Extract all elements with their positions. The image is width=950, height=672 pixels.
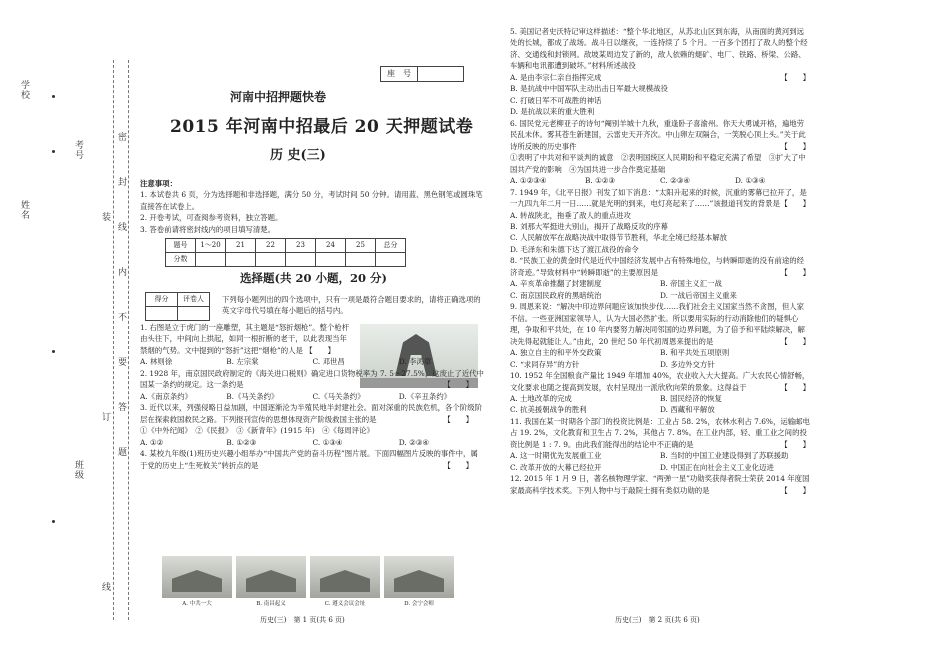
seal-char: 要 [118,358,128,368]
question-8-options [510,278,810,301]
grader-name-label: 评卷人 [178,293,210,307]
building-shape [172,570,222,592]
option[interactable]: B. 帝国主义汇一战 [660,279,722,289]
score-header-cell: 总分 [376,239,406,253]
seal-dot [52,350,55,353]
photo-caption: B. 南昌起义 [256,601,286,607]
score-header-cell: 21 [226,239,256,253]
question-text: 9. 周恩来说：“解决中印边界问题应该加快步伐……我们社会主义国家当然不贪图，但人家不信。一些亚洲国家领导人，认为大国必然扩张。所以要用实际的行动消除他们的疑惧心理，争取和平共处，在 10 年内要努力解决同邻国的边界问题，为了倍予和平陆续解决，解决先得起就能让人。”由此，20 世纪 50 年代初周恩来提出的是 [510,302,805,346]
cut-mark: 装 [102,213,112,223]
option[interactable]: D. ②③④ [398,437,429,447]
question-list [140,322,485,471]
option[interactable]: B. ①②③ [585,176,616,186]
cut-mark: 订 [102,413,112,423]
question-11-options [510,450,810,473]
option[interactable] [510,72,810,83]
seat-number-input[interactable] [417,67,463,81]
notice-heading: 注意事项： [140,179,177,188]
question-text: 2. 1928 年，南京国民政府制定的《海关进口税则》确定进口货物税率为 7. 5～27.5%，这废止了近代中国某一条约的规定。这一条约是 [140,368,484,390]
score-header-cell: 1～20 [196,239,226,253]
score-header-cell: 24 [316,239,346,253]
option[interactable]: B. ①②③ [226,437,257,447]
answer-bracket[interactable]: 【 】 [305,345,335,355]
binding-margin [0,0,132,672]
option[interactable]: C. 抗美援朝战争的胜利 [510,405,587,415]
building-shape [246,570,296,592]
question-3-options [140,437,485,448]
photo-caption: A. 中共一大 [182,601,212,607]
question-text: 6. 国民党元老柳亚子的诗句“阉别羊城十九秋，重逢卧子喜渝州。你天大勇诚开格，遍地劳民乱未休。雾其苍生新建国，云雷史天开齐次。中山卵左双隔合，一笑脱心顶上头。”关于此诗所反映的历史事件 [510,118,806,151]
notice-item: 1. 本试卷共 6 页，分为选择题和非选择题，满分 50 分，考试时间 50 分钟。请用蓝、黑色钢笔或圆珠笔直接答在试卷上。 [140,190,483,211]
question-10-options [510,393,810,416]
photo-d[interactable] [384,556,454,598]
question-text: 8. “民族工业的黄金时代是近代中国经济发展中占有特殊地位，与转瞬即逝的没有前途的经济奇迹。”导致材料中“转瞬即逝”的主要原因是 [510,256,805,277]
question-6-options [510,175,810,186]
answer-bracket[interactable]: 【 】 [780,199,810,209]
seat-number-label: 座 号 [387,69,411,78]
option[interactable]: D. 一战后帝国主义重来 [660,290,737,300]
answer-bracket[interactable]: 【 】 [443,460,473,470]
question-text: 5. 美国记者史沃特记审这样描述：“整个华北地区，从苏北山区到东海，从南面的黄河到远处的长城，都成了战场。战斗日以继夜，一连持续了 5 个月。一百多个团打了敌人的整个经济、交通线和封锁网。敌坡某周边发了新的，敌人依赖的煺矿、电厂、铁路、桥梁、公路、车辆和电讯都遭到破坏。”材料所述战役 [510,27,808,71]
question-1 [140,322,350,356]
photo-c[interactable] [310,556,380,598]
option[interactable]: A. 转战陕北，拖垂了敌人的重点进攻 [510,210,631,220]
seal-char: 封 [118,178,128,188]
score-header-row [166,239,406,253]
seal-char: 不 [118,313,128,323]
question-text: 1. 右图是立于虎门的一座雕塑，其主题是“怒折烟枪”。整个枪杆由头往下，中间向上拱起，如同一根折断的老干，以此表现当年禁烟的气势。文中提到的“怒折”这把“烟枪”的人是 [140,323,350,355]
score-cell[interactable] [256,253,286,267]
question-text: 7. 1949 年，《北平日报》刊发了如下消息：“太阳升起来的时候，沉重的雾幕已拉开了，是一九四九年二月一日……就是光明的到来，电灯亮起来了……”该报道刊发的背景是 [510,187,807,209]
score-header-cell: 题号 [166,239,196,253]
seal-char: 内 [118,268,128,278]
building-shape [394,570,444,592]
photo-row [162,556,454,598]
option[interactable]: D. 中国正在向社会主义工业化迈进 [660,462,774,472]
score-header-cell: 25 [346,239,376,253]
question-7 [510,187,810,210]
page-footer: 历史(三) 第 1 页(共 6 页) [260,616,345,624]
option[interactable]: C. 邓世昌 [312,357,345,367]
option[interactable]: B. 当时的中国工业建设得到了苏联援助 [660,451,789,461]
grader-score-label: 得分 [146,293,178,307]
option[interactable]: C. 打破日军不可战胜的神话 [510,95,602,105]
grader-table [145,292,210,321]
question-1-options [140,356,485,367]
grader-score-cell[interactable] [146,307,178,321]
answer-bracket[interactable]: 【 】 [443,414,473,424]
score-cell[interactable] [376,253,406,267]
option[interactable]: B. 国民经济的恢复 [660,394,722,403]
photo-a[interactable] [162,556,232,598]
cut-line [128,60,129,620]
option[interactable]: B. 和平共处五项原则 [660,348,730,358]
option[interactable]: B. 左宗棠 [226,357,259,367]
answer-bracket[interactable]: 【 】 [780,382,810,392]
answer-bracket[interactable]: 【 】 [780,485,810,495]
notice-section [140,178,485,235]
page-one [140,60,485,650]
option[interactable]: D. 毛泽东和朱德下达了渡江战役的命令 [510,244,639,254]
question-5 [510,26,810,72]
seat-number-box [380,66,464,82]
photo-caption: C. 遵义会议会址 [324,601,366,607]
class-field-label: 班级 [73,460,83,480]
option[interactable]: C. “求同存异”的方针 [510,359,580,369]
option[interactable]: D. 多边外交方针 [660,359,715,369]
question-text: 12. 2015 年 1 月 9 日，著名核物理学家、“两弹一星”功勋奖获得者院士荣获 2014 年度国家最高科学技术奖。下列人物中与于敲院士拥有类似功勋的是 [510,474,810,495]
option[interactable]: A.《南京条约》 [140,391,193,401]
option[interactable]: D.《辛丑条约》 [398,391,452,401]
question-text: 10. 1952 年全国粮食产量比 1949 年增加 40%，农业收入大大提高。广大农民心情舒畅，文化要求也随之提高到发展，农村呈现出一派欣欣向荣的景象。这得益于 [510,371,810,392]
page-footer: 历史(三) 第 2 页(共 6 页) [615,616,700,624]
option[interactable]: C. 改革开放的大幕已经拉开 [510,462,602,472]
answer-bracket[interactable]: 【 】 [780,267,810,277]
question-12 [510,473,810,496]
question-11 [510,416,810,450]
score-header-cell: 23 [286,239,316,253]
option[interactable]: A. 土地改革的完成 [510,394,572,403]
score-header-cell: 22 [256,239,286,253]
grader-name-cell[interactable] [178,307,210,321]
photo-b[interactable] [236,556,306,598]
page-two [510,26,810,656]
seal-char: 答 [118,403,128,413]
score-value-row [166,253,406,267]
option[interactable]: D. ①③④ [735,176,766,186]
answer-bracket[interactable]: 【 】 [780,72,810,82]
option[interactable]: A. 这一时期优先发展重工业 [510,451,602,461]
question-text: 3. 近代以来，列强侵略日益加剧，中国逐渐沦为半殖民地半封建社会。面对深重的民族危机，各个阶级阶层在探索救国救民之路。下列报刊宣传的思想体现资产阶级救国主张的是 [140,403,482,424]
option[interactable]: D. 是抗战以来的重大胜利 [510,107,595,117]
question-6 [510,118,810,152]
score-cell[interactable] [226,253,256,267]
option[interactable]: D. 西藏和平解放 [660,405,715,415]
answer-bracket[interactable]: 【 】 [780,336,810,346]
score-cell[interactable] [316,253,346,267]
option[interactable]: A. ①② [140,437,164,447]
option[interactable]: C.《马关条约》 [312,391,365,401]
photo-caption: D. 会宁会师 [404,601,434,607]
score-cell[interactable] [286,253,316,267]
answer-bracket[interactable]: 【 】 [780,141,810,151]
seal-dot [52,520,55,523]
score-table [165,238,406,267]
question-3 [140,402,485,425]
score-cell[interactable] [196,253,226,267]
section-instructions: 下列每小题列出的四个选项中，只有一项是最符合题目要求的，请将正确选项的英文字母代号填在每小题后的括号内。 [222,295,481,316]
question-10 [510,370,810,393]
seal-dot [52,150,55,153]
question-6-items: ①表明了中共对和平谈判的诚意 ②表明国统区人民期盼和平稳定充满了希望 ③扩大了中国共产党的影响 ④为国共进一步合作奠定基础 [510,153,806,174]
seal-char: 题 [118,448,128,458]
option[interactable]: A. 辛亥革命推翻了封建制度 [510,279,602,289]
score-row-label: 分数 [166,253,196,267]
school-field-label: 学校 [19,80,29,100]
option[interactable]: B.《马关条约》 [226,391,279,401]
option[interactable]: B. 是抗战中中国军队主动出击日军最大规模战役 [510,84,668,94]
question-2 [140,368,485,391]
answer-bracket[interactable]: 【 】 [780,439,810,449]
seal-char: 密 [118,133,128,143]
option-text: A. 是由李宗仁亲自指挥完成 [510,72,602,82]
subject-title: 历 史(三) [270,148,326,163]
exam-number-field-label: 考号 [73,140,83,160]
photo-captions [162,600,454,609]
option[interactable]: A. 独立自主的和平外交政策 [510,348,602,358]
option[interactable]: B. 刘那大军挺进大别山，揭开了战略反攻的序幕 [510,221,668,231]
name-field-label: 姓名 [19,200,29,220]
option[interactable]: C. ①③④ [312,437,343,447]
option[interactable]: D. 李鸿章 [398,357,432,367]
answer-bracket[interactable]: 【 】 [443,380,473,390]
seal-char: 线 [118,223,128,233]
question-3-items: ①《中外纪闻》 ②《民报》 ③《新青年》(1915 年) ④《每周评论》 [140,426,374,436]
option[interactable]: A. 林则徐 [140,357,173,367]
notice-item: 2. 开卷考试，可查阅参考资料，独立答题。 [140,213,283,223]
score-cell[interactable] [346,253,376,267]
notice-item: 3. 答卷前请将密封线内的项目填写清楚。 [140,224,276,234]
question-8 [510,255,810,278]
cut-mark: 线 [102,583,112,593]
question-9-options [510,347,810,370]
question-4 [140,448,485,471]
series-title: 河南中招押题快卷 [230,90,327,104]
building-shape [320,570,370,592]
page-title: 2015 年河南中招最后 20 天押题试卷 [170,117,474,137]
question-text: 4. 某校九年级(1)班历史兴趣小组举办“中国共产党的奋斗历程”图片展。下面四幅图片反映的事件中，属于党的历史上“生死攸关”转折点的是 [140,449,478,470]
question-text: 11. 我国在某一时期各个部门的投资比例是：工业占 58. 2%，农林水利占 7.6%，运输邮电占 19. 2%，文化教育和卫生占 7. 2%，其他占 7. 8%。在工业内部，轻、重工业之间的投资比例是 1 : 7. 9。由此我们能得出的结论中不正确的是 [510,416,810,449]
seal-dot [52,95,55,98]
seal-line [113,60,114,620]
question-2-options [140,391,485,402]
option[interactable]: A. ①②③④ [510,176,547,186]
option[interactable]: C. 人民解放军在战略决战中取得节节胜利，华北全境已经基本解放 [510,233,728,243]
section-title: 选择题(共 20 小题，20 分) [240,271,387,285]
question-9 [510,301,810,347]
option[interactable]: C. 南京国民政府的黑暗统治 [510,290,602,300]
option[interactable]: C. ②③④ [660,176,690,186]
